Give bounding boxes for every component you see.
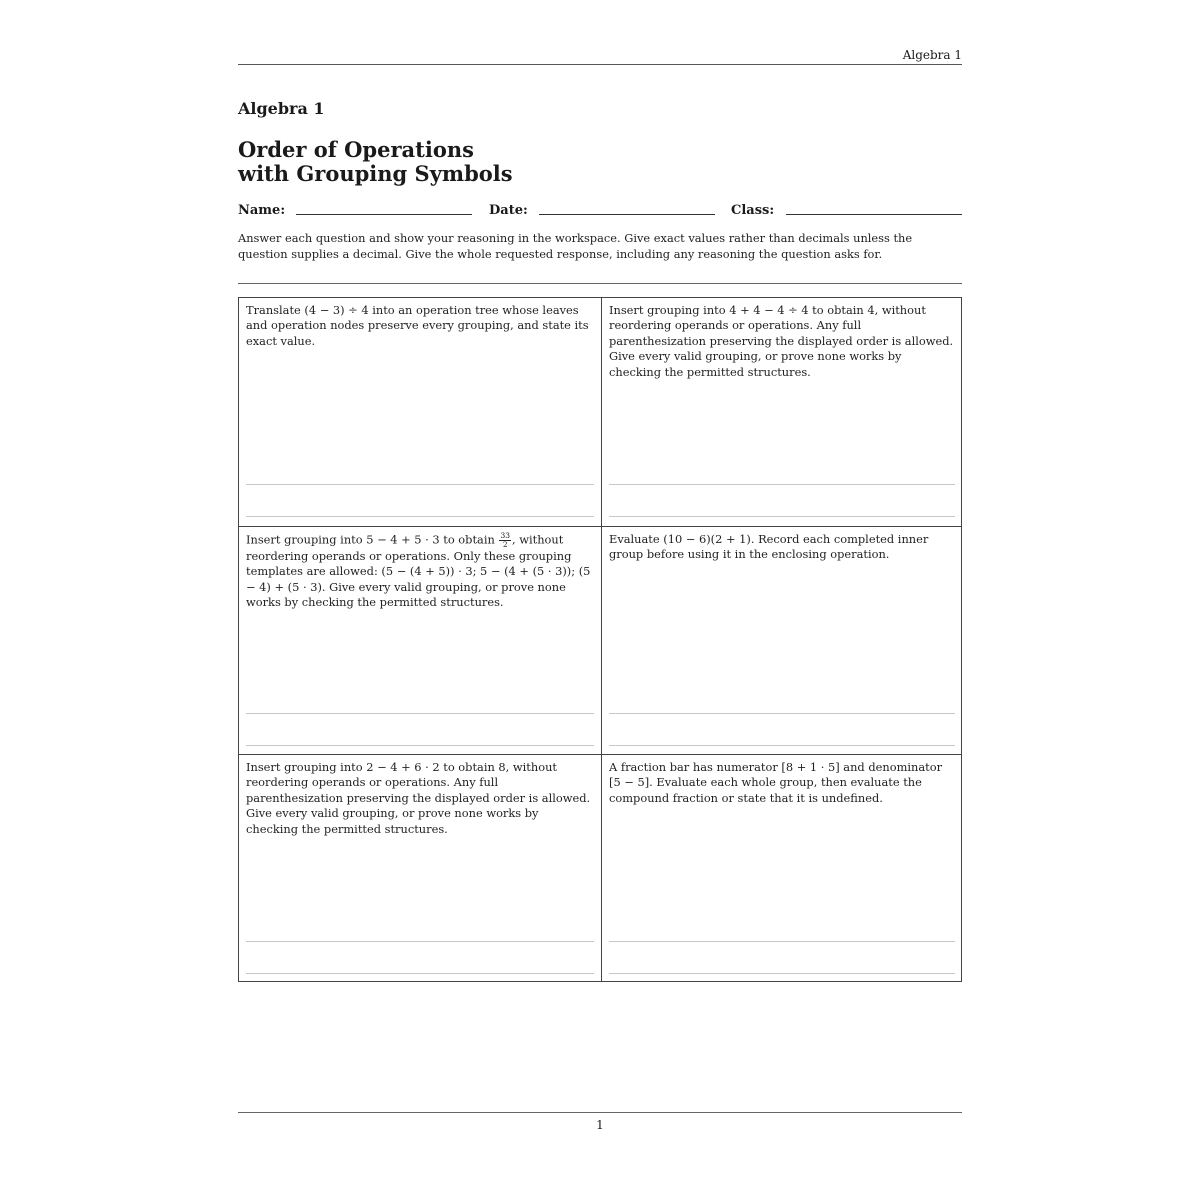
class-field[interactable] xyxy=(786,214,962,215)
answer-line[interactable] xyxy=(609,484,955,485)
answer-line[interactable] xyxy=(609,745,955,746)
fraction xyxy=(499,532,511,549)
page-number: 1 xyxy=(596,1118,604,1132)
title-line-1: Order of Operations xyxy=(238,137,474,162)
answer-line[interactable] xyxy=(609,516,955,517)
class-label: Class: xyxy=(731,203,775,218)
answer-line[interactable] xyxy=(246,941,594,942)
running-header: Algebra 1 xyxy=(238,46,962,65)
answer-line[interactable] xyxy=(246,745,594,746)
question-cell-6 xyxy=(601,754,962,982)
fraction-denominator: 2 xyxy=(502,540,508,549)
answer-line[interactable] xyxy=(246,516,594,517)
answer-line[interactable] xyxy=(609,941,955,942)
footer-divider xyxy=(238,1112,962,1113)
answer-line[interactable] xyxy=(246,973,594,974)
question-grid xyxy=(238,297,962,982)
worksheet-title xyxy=(238,138,513,186)
name-field[interactable] xyxy=(296,214,472,215)
question-text: Insert grouping into 2 − 4 + 6 · 2 to obtain 8, without reordering operands or operations. Any full parenthesization preserving the displayed order is allowed. Give every valid grouping, or prove none works by checking the permitted structures. xyxy=(246,760,591,836)
question-text-start: Insert grouping into 5 − 4 + 5 · 3 to obtain xyxy=(246,532,499,547)
question-text: A fraction bar has numerator [8 + 1 · 5] and denominator [5 − 5]. Evaluate each whole group, then evaluate the compound fraction or state that it is undefined. xyxy=(609,760,943,805)
answer-line[interactable] xyxy=(246,713,594,714)
answer-line[interactable] xyxy=(246,484,594,485)
question-text: Insert grouping into 4 + 4 − 4 ÷ 4 to obtain 4, without reordering operands or operations. Any full parenthesization preserving the displayed order is allowed. Give every valid grouping, or prove none works by checking the permitted structures. xyxy=(609,303,954,379)
question-text: Translate (4 − 3) ÷ 4 into an operation tree whose leaves and operation nodes preserve every grouping, and state its exact value. xyxy=(246,303,589,348)
question-cell-4 xyxy=(601,526,962,754)
course-label: Algebra 1 xyxy=(238,99,325,118)
question-cell-5 xyxy=(239,754,601,982)
question-cell-1 xyxy=(239,298,601,526)
name-label: Name: xyxy=(238,203,286,218)
answer-line[interactable] xyxy=(609,713,955,714)
title-line-2: with Grouping Symbols xyxy=(238,161,513,186)
date-field[interactable] xyxy=(539,214,715,215)
instructions: Answer each question and show your reasoning in the workspace. Give exact values rather than decimals unless the question supplies a decimal. Give the whole requested response, including any reasoning the question asks for. xyxy=(238,231,913,261)
question-cell-3 xyxy=(239,526,601,754)
question-text: Evaluate (10 − 6)(2 + 1). Record each completed inner group before using it in the enclosing operation. xyxy=(609,532,929,562)
date-label: Date: xyxy=(489,203,528,218)
question-cell-2 xyxy=(601,298,962,526)
fraction-numerator: 33 xyxy=(500,531,510,540)
question-text xyxy=(246,532,594,611)
question-text-end: , without reordering operands or operations. Only these grouping templates are allowed: (5 − (4 + 5)) · 3; 5 − (4 + (5 · 3)); (5 − 4) + (5 · 3). Give every valid grouping, or prove none works by checking the permitted structures. xyxy=(246,532,591,610)
answer-line[interactable] xyxy=(609,973,955,974)
divider xyxy=(238,283,962,284)
